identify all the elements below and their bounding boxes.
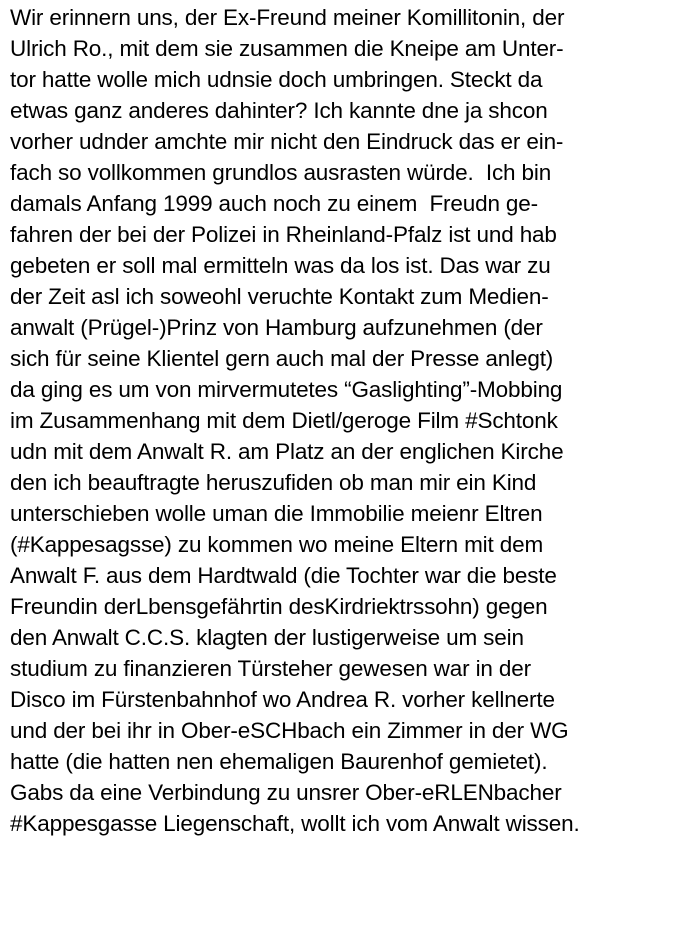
text-line-5: vorher udnder amchte mir nicht den Eindruck das er ein-: [10, 129, 564, 154]
text-line-11: anwalt (Prügel-)Prinz von Hamburg aufzunehmen (der: [10, 315, 543, 340]
text-line-2: Ulrich Ro., mit dem sie zusammen die Kneipe am Unter-: [10, 36, 564, 61]
text-line-19: Anwalt F. aus dem Hardtwald (die Tochter war die beste: [10, 563, 557, 588]
text-line-27: #Kappesgasse Liegenschaft, wollt ich vom Anwalt wissen.: [10, 811, 580, 836]
text-line-14: im Zusammenhang mit dem Dietl/geroge Film #Schtonk: [10, 408, 558, 433]
text-body: [10, 2, 682, 839]
text-line-7: damals Anfang 1999 auch noch zu einem Freudn ge-: [10, 191, 539, 216]
text-line-17: unterschieben wolle uman die Immobilie meienr Eltren: [10, 501, 543, 526]
text-line-15: udn mit dem Anwalt R. am Platz an der englichen Kirche: [10, 439, 564, 464]
text-line-25: hatte (die hatten nen ehemaligen Baurenhof gemietet).: [10, 749, 548, 774]
text-line-16: den ich beauftragte heruszufiden ob man mir ein Kind: [10, 470, 537, 495]
text-line-3: tor hatte wolle mich udnsie doch umbringen. Steckt da: [10, 67, 543, 92]
text-line-4: etwas ganz anderes dahinter? Ich kannte dne ja shcon: [10, 98, 548, 123]
text-line-6: fach so vollkommen grundlos ausrasten würde. Ich bin: [10, 160, 552, 185]
text-line-24: und der bei ihr in Ober-eSCHbach ein Zimmer in der WG: [10, 718, 569, 743]
text-line-20: Freundin derLbensgefährtin desKirdriektrssohn) gegen: [10, 594, 548, 619]
text-line-10: der Zeit asl ich soweohl veruchte Kontakt zum Medien-: [10, 284, 549, 309]
text-line-12: sich für seine Klientel gern auch mal der Presse anlegt): [10, 346, 554, 371]
text-line-26: Gabs da eine Verbindung zu unsrer Ober-eRLENbacher: [10, 780, 562, 805]
text-line-21: den Anwalt C.C.S. klagten der lustigerweise um sein: [10, 625, 524, 650]
text-line-18: (#Kappesagsse) zu kommen wo meine Eltern mit dem: [10, 532, 544, 557]
text-line-1: Wir erinnern uns, der Ex-Freund meiner Komillitonin, der: [10, 5, 565, 30]
text-line-9: gebeten er soll mal ermitteln was da los ist. Das war zu: [10, 253, 551, 278]
text-line-22: studium zu finanzieren Türsteher gewesen war in der: [10, 656, 531, 681]
text-line-23: Disco im Fürstenbahnhof wo Andrea R. vorher kellnerte: [10, 687, 555, 712]
text-line-8: fahren der bei der Polizei in Rheinland-Pfalz ist und hab: [10, 222, 557, 247]
text-line-13: da ging es um von mirvermutetes “Gaslighting”-Mobbing: [10, 377, 563, 402]
